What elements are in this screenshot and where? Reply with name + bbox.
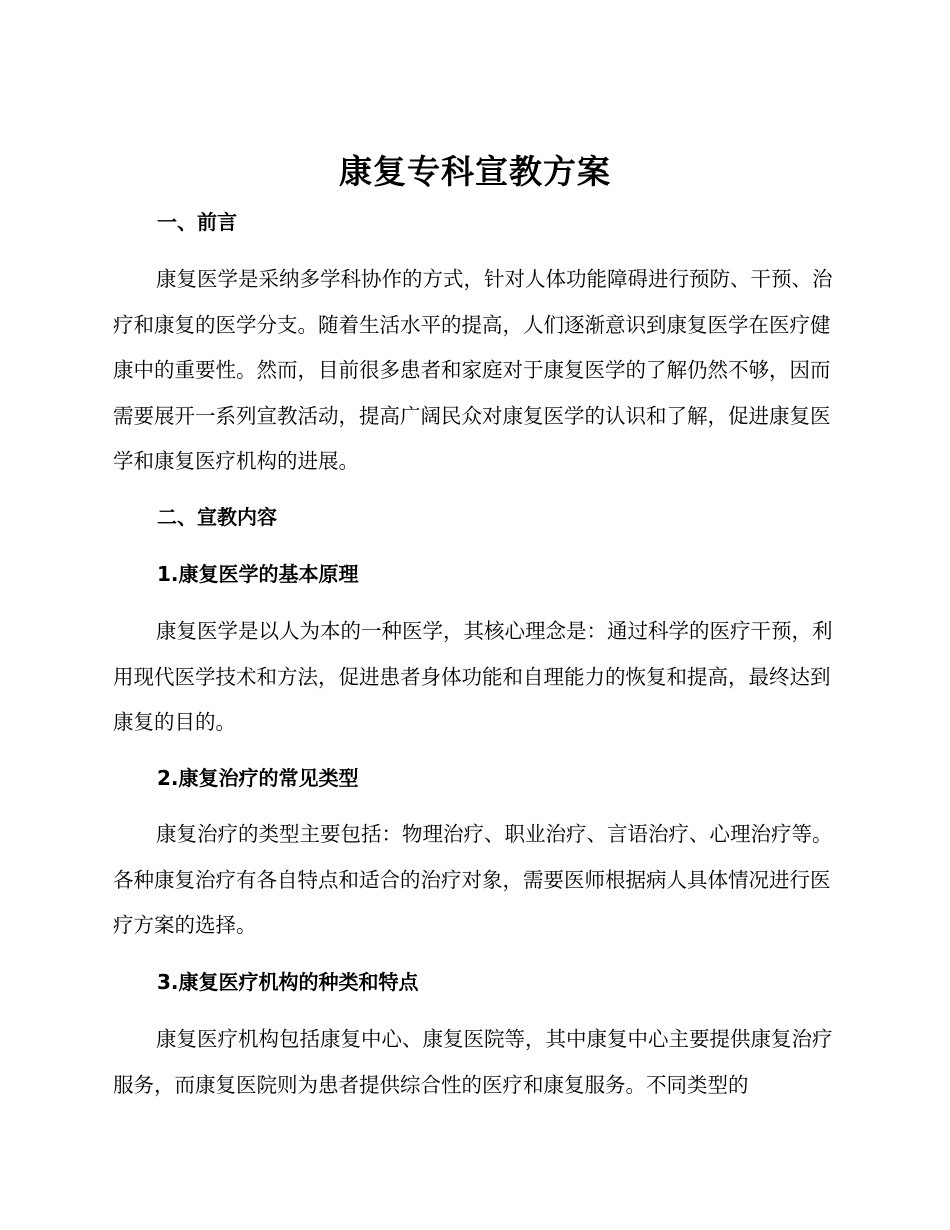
subsection-paragraph-treatment-types: 康复治疗的类型主要包括：物理治疗、职业治疗、言语治疗、心理治疗等。各种康复治疗有各自特点和适合的治疗对象，需要医师根据病人具体情况进行医疗方案的选择。 — [113, 822, 833, 937]
document-title: 康复专科宣教方案 — [339, 152, 611, 191]
section-paragraph-preface: 康复医学是采纳多学科协作的方式，针对人体功能障碍进行预防、干预、治疗和康复的医学分支。随着生活水平的提高，人们逐渐意识到康复医学在医疗健康中的重要性。然而，目前很多患者和家庭对于康复医学的了解仍然不够，因而需要展开一系列宣教活动，提高广阔民众对康复医学的认识和了解，促进康复医学和康复医疗机构的进展。 — [113, 267, 833, 473]
subsection-paragraph-institutions: 康复医疗机构包括康复中心、康复医院等，其中康复中心主要提供康复治疗服务，而康复医院则为患者提供综合性的医疗和康复服务。不同类型的 — [113, 1027, 833, 1097]
section-heading-preface: 一、前言 — [157, 210, 237, 234]
section-heading-content: 二、宣教内容 — [157, 505, 277, 529]
subsection-heading-institutions: 3.康复医疗机构的种类和特点 — [157, 970, 419, 994]
subsection-paragraph-principles: 康复医学是以人为本的一种医学，其核心理念是：通过科学的医疗干预，利用现代医学技术和方法，促进患者身体功能和自理能力的恢复和提高，最终达到康复的目的。 — [113, 619, 833, 734]
subsection-heading-treatment-types: 2.康复治疗的常见类型 — [157, 766, 359, 790]
subsection-heading-principles: 1.康复医学的基本原理 — [157, 562, 359, 586]
